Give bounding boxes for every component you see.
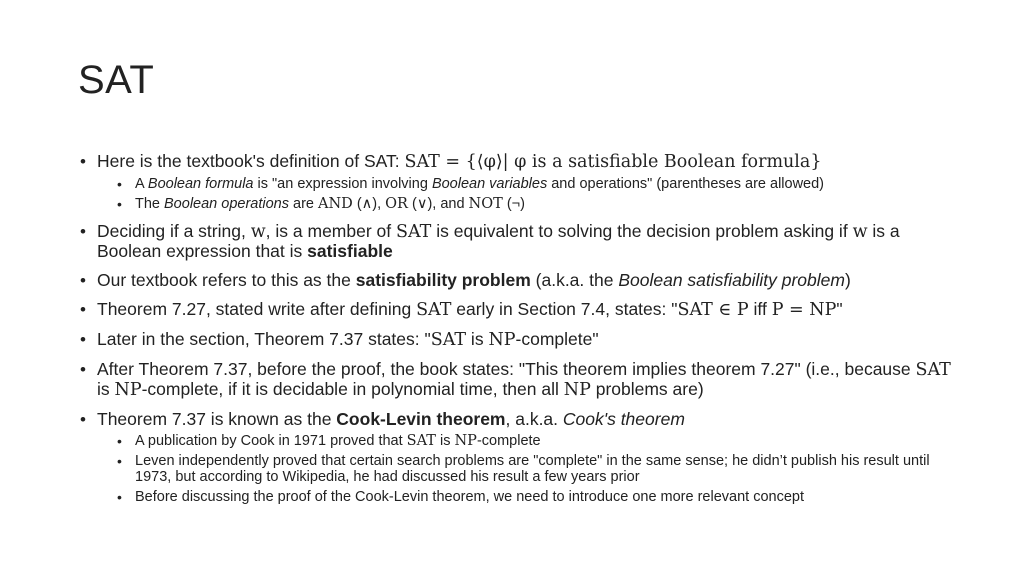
text: Deciding if a string, <box>97 221 251 241</box>
text: (a.k.a. the <box>530 270 619 290</box>
math-sat: SAT <box>416 300 452 320</box>
math-np: NP <box>114 380 142 400</box>
sub-bullet-boolean-formula <box>97 176 960 192</box>
slide-content <box>80 152 960 515</box>
math-np: NP <box>563 380 591 400</box>
math-sat: SAT <box>406 433 436 449</box>
sub-bullet-list <box>97 176 960 212</box>
math-np: NP <box>454 433 477 449</box>
text: are <box>288 196 318 212</box>
text: (∨), and <box>407 196 469 212</box>
text: Our textbook refers to this as the <box>97 270 356 290</box>
bullet-list <box>80 152 960 505</box>
var-w: w <box>250 222 266 242</box>
text: Theorem 7.27, stated write after defining <box>97 299 417 319</box>
bullet-text: Here is the textbook's definition of SAT: <box>97 151 405 171</box>
text: is equivalent to solving the decision problem asking if <box>431 221 853 241</box>
bullet-cook-levin <box>80 410 960 505</box>
bullet-deciding <box>80 222 960 261</box>
term-boolean-variables: Boolean variables <box>431 176 548 192</box>
sub-bullet-levin: • Leven independently proved that certain search problems are "complete" in the same sense; he didn’t publish his result until 1973, but according to Wikipedia, he had discussed his result a few years prior <box>97 453 960 485</box>
op-not: NOT <box>468 196 503 212</box>
text: problems are) <box>590 379 704 399</box>
bullet-satisfiability-problem <box>80 271 960 290</box>
text: is <box>97 379 115 399</box>
math-sat: SAT <box>915 360 951 380</box>
text: After Theorem 7.37, before the proof, the book states: "This theorem implies theorem 7.27" (i.e., because <box>97 359 916 379</box>
text: Theorem 7.37 is known as the <box>97 409 337 429</box>
sub-bullet-list <box>97 433 960 505</box>
text: is <box>435 433 455 449</box>
slide-title: SAT <box>78 58 155 102</box>
op-or: OR <box>385 196 408 212</box>
sub-bullet-cook-1971 <box>97 433 960 449</box>
op-and: AND <box>318 196 353 212</box>
text: -complete <box>476 433 541 449</box>
term-boolean-operations: Boolean operations <box>164 196 289 212</box>
text: is "an expression involving <box>253 176 432 192</box>
text: The <box>135 196 165 212</box>
term-cooks-theorem: Cook's theorem <box>562 409 685 429</box>
math-sat-in-p: SAT ∈ P <box>677 300 749 320</box>
text: early in Section 7.4, states: " <box>451 299 678 319</box>
text: iff <box>748 299 772 319</box>
term-cook-levin-theorem: Cook-Levin theorem <box>336 409 506 429</box>
text: , a.k.a. <box>505 409 563 429</box>
math-np: NP <box>488 330 516 350</box>
text: ) <box>844 270 851 290</box>
text: -complete" <box>515 329 599 349</box>
text: is a Boolean expression that is <box>97 221 900 261</box>
math-p-equals-np: P = NP <box>771 300 837 320</box>
term-satisfiability-problem: satisfiability problem <box>355 270 531 290</box>
text: -complete, if it is decidable in polynomial time, then all <box>141 379 564 399</box>
text: Later in the section, Theorem 7.37 states: " <box>97 329 431 349</box>
var-w: w <box>852 222 868 242</box>
term-boolean-satisfiability-problem: Boolean satisfiability problem <box>618 270 845 290</box>
term-satisfiable: satisfiable <box>307 241 393 261</box>
sub-bullet-boolean-operations <box>97 196 960 212</box>
text: (∧), <box>352 196 386 212</box>
text: (¬) <box>502 196 525 212</box>
text: and operations" (parentheses are allowed) <box>547 176 825 192</box>
bullet-theorem-7-37 <box>80 330 960 350</box>
bullet-definition <box>80 152 960 212</box>
bullet-theorem-7-27 <box>80 300 960 320</box>
text: , is a member of <box>265 221 396 241</box>
math-sat: SAT <box>396 222 432 242</box>
bullet-after-theorem <box>80 360 960 400</box>
text: " <box>836 299 843 319</box>
term-boolean-formula: Boolean formula <box>147 176 254 192</box>
text: A <box>135 176 148 192</box>
sat-definition-math: SAT = {⟨φ⟩| φ is a satisfiable Boolean formula} <box>404 152 822 172</box>
text: is <box>466 329 489 349</box>
sub-bullet-next-concept: • Before discussing the proof of the Cook-Levin theorem, we need to introduce one more relevant concept <box>97 489 960 505</box>
text: A publication by Cook in 1971 proved that <box>135 433 407 449</box>
math-sat: SAT <box>430 330 467 350</box>
